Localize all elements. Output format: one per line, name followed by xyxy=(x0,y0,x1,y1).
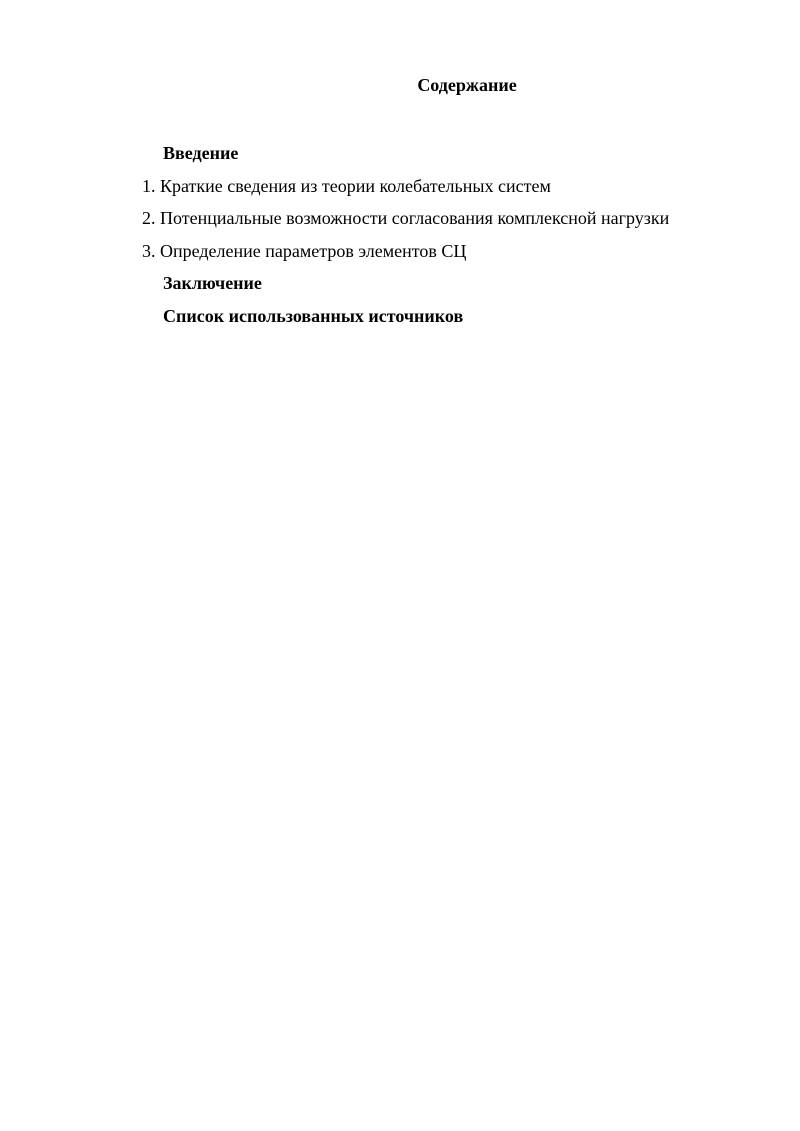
toc-entry-3 xyxy=(142,238,782,271)
toc-entry-references xyxy=(142,303,782,336)
toc-entry-introduction xyxy=(142,140,782,173)
toc-entry-2 xyxy=(142,205,782,238)
toc-entry-text: Список использованных источников xyxy=(163,305,464,326)
page-title: Содержание xyxy=(417,75,517,95)
toc-entry-number: 2. xyxy=(142,208,156,228)
table-of-contents xyxy=(142,140,782,335)
toc-entry-number: 1. xyxy=(142,175,156,196)
toc-entry-conclusion xyxy=(142,270,782,303)
toc-entry-text: Заключение xyxy=(163,273,262,293)
toc-entry-text: Краткие сведения из теории колебательных систем xyxy=(160,175,551,196)
toc-entry-number: 3. xyxy=(142,240,156,261)
toc-entry-1 xyxy=(142,173,782,206)
toc-entry-text: Потенциальные возможности согласования комплексной нагрузки xyxy=(160,208,670,228)
toc-entry-text: Введение xyxy=(163,143,239,163)
toc-entry-text: Определение параметров элементов СЦ xyxy=(160,240,467,261)
